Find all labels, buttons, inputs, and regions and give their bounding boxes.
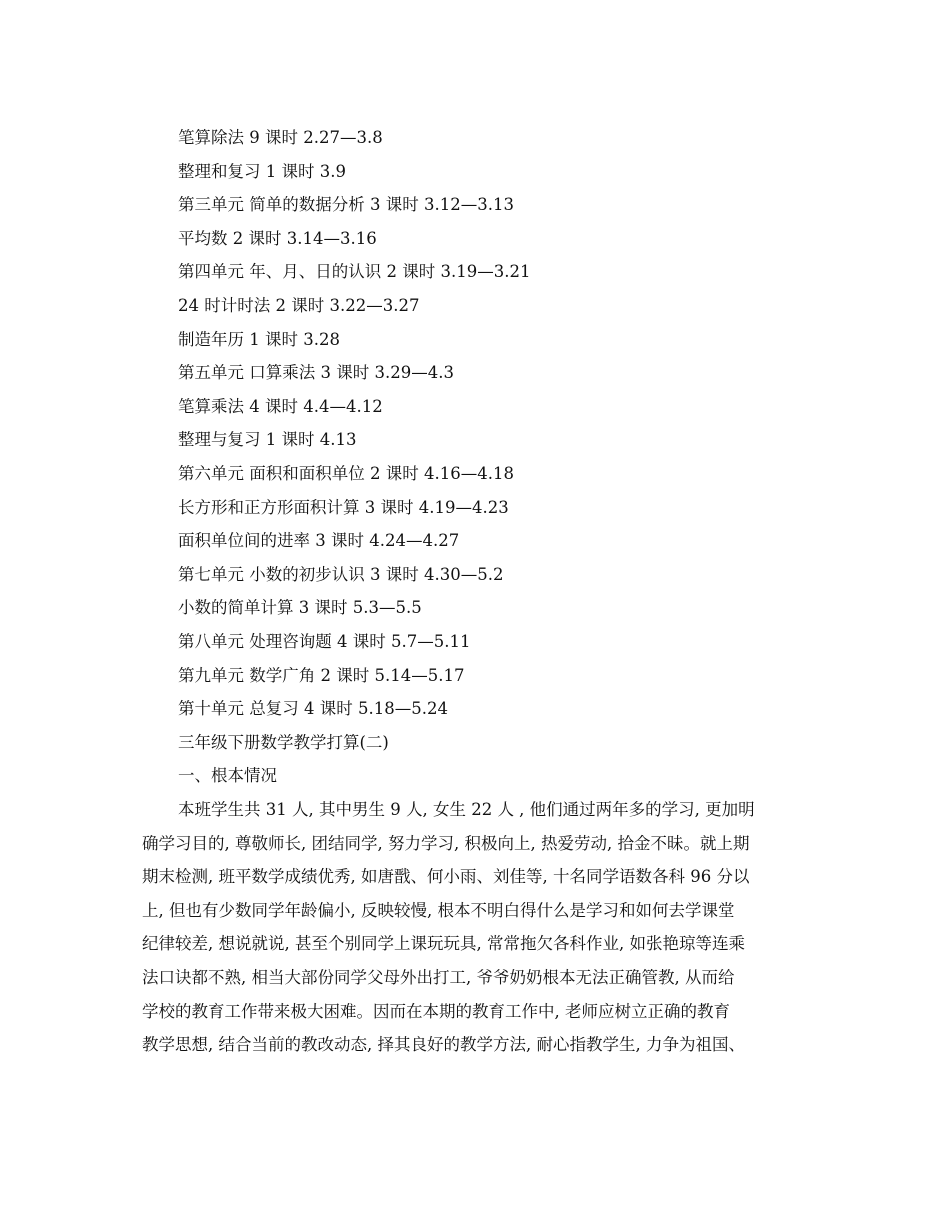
schedule-item: 长方形和正方形面积计算 3 课时 4.19—4.23 xyxy=(178,497,509,517)
schedule-item: 平均数 2 课时 3.14—3.16 xyxy=(178,228,377,248)
schedule-item: 第三单元 简单的数据分析 3 课时 3.12—3.13 xyxy=(178,195,514,215)
schedule-item: 笔算除法 9 课时 2.27—3.8 xyxy=(178,128,383,147)
paragraph-line: 教学思想, 结合当前的教改动态, 择其良好的教学方法, 耐心指教学生, 力争为祖国、 xyxy=(142,1035,745,1055)
schedule-item: 整理和复习 1 课时 3.9 xyxy=(178,161,346,181)
paragraph-line: 上, 但也有少数同学年龄偏小, 反映较慢, 根本不明白得什么是学习和如何去学课堂 xyxy=(142,900,735,920)
schedule-item: 制造年历 1 课时 3.28 xyxy=(178,329,340,349)
paragraph-line: 法口诀都不熟, 相当大部份同学父母外出打工, 爷爷奶奶根本无法正确管教, 从而给 xyxy=(142,967,735,987)
basic-situation-paragraph xyxy=(142,793,810,1062)
paragraph-line: 纪律较差, 想说就说, 甚至个别同学上课玩玩具, 常常拖欠各科作业, 如张艳琼等连乘 xyxy=(142,934,745,954)
paragraph-line: 期末检测, 班平数学成绩优秀, 如唐戬、何小雨、刘佳等, 十名同学语数各科 96 分以 xyxy=(142,867,750,887)
schedule-item: 第八单元 处理咨询题 4 课时 5.7—5.11 xyxy=(178,631,471,651)
schedule-item: 小数的简单计算 3 课时 5.3—5.5 xyxy=(178,598,422,618)
plan-title: 三年级下册数学教学打算(二) xyxy=(178,733,389,752)
paragraph-line: 确学习目的, 尊敬师长, 团结同学, 努力学习, 积极向上, 热爱劳动, 拾金不昧。就上期 xyxy=(142,833,750,853)
schedule-item: 第七单元 小数的初步认识 3 课时 4.30—5.2 xyxy=(178,564,504,584)
lesson-schedule-list xyxy=(178,121,530,726)
schedule-item: 第九单元 数学广角 2 课时 5.14—5.17 xyxy=(178,665,465,685)
schedule-item: 第五单元 口算乘法 3 课时 3.29—4.3 xyxy=(178,363,454,383)
schedule-item: 笔算乘法 4 课时 4.4—4.12 xyxy=(178,396,383,416)
schedule-item: 第六单元 面积和面积单位 2 课时 4.16—4.18 xyxy=(178,463,514,483)
section-title: 一、根本情况 xyxy=(178,766,277,785)
schedule-item: 第四单元 年、月、日的认识 2 课时 3.19—3.21 xyxy=(178,262,531,282)
schedule-item: 第十单元 总复习 4 课时 5.18—5.24 xyxy=(178,699,448,719)
schedule-item: 24 时计时法 2 课时 3.22—3.27 xyxy=(178,295,420,315)
paragraph-line: 本班学生共 31 人, 其中男生 9 人, 女生 22 人 , 他们通过两年多的学习, 更加明 xyxy=(178,800,755,819)
schedule-item: 整理与复习 1 课时 4.13 xyxy=(178,430,357,450)
schedule-item: 面积单位间的进率 3 课时 4.24—4.27 xyxy=(178,531,460,551)
paragraph-line: 学校的教育工作带来极大困难。因而在本期的教育工作中, 老师应树立正确的教育 xyxy=(142,1001,730,1021)
